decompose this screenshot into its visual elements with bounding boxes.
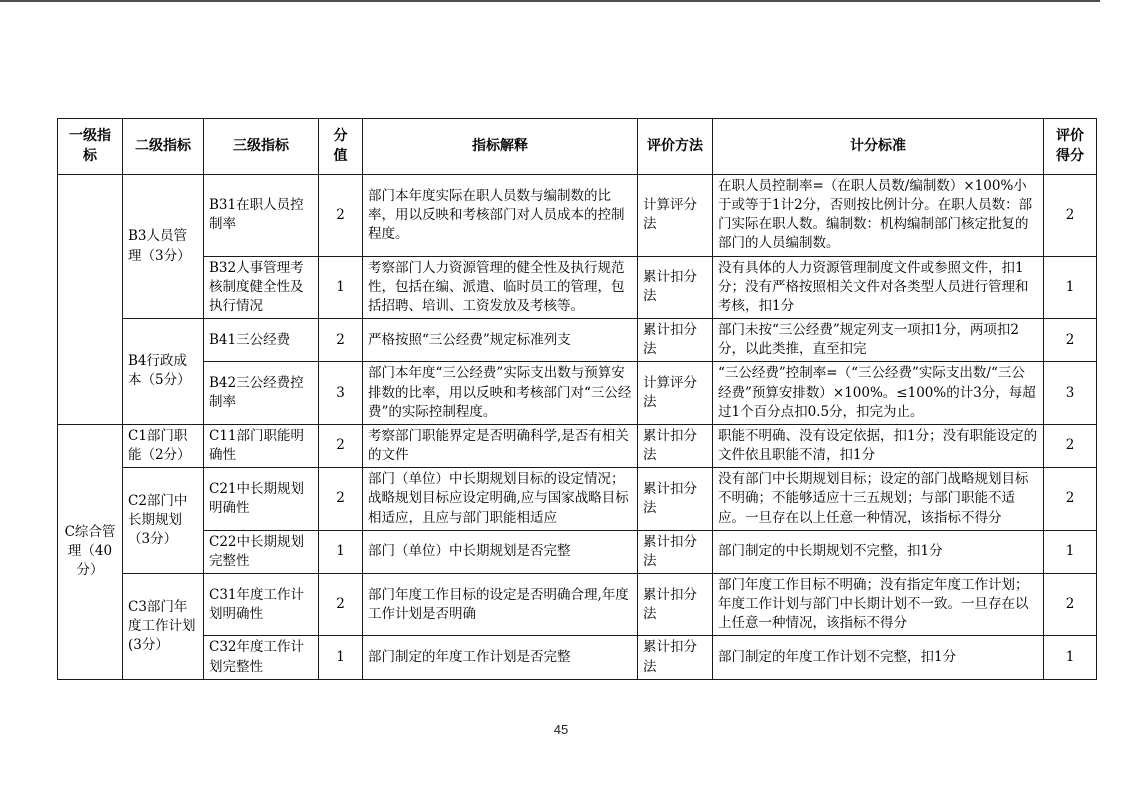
table-row [58, 530, 1097, 573]
cell-score: 1 [319, 530, 363, 573]
cell-result: 2 [1044, 424, 1097, 467]
cell-method: 计算评分法 [638, 175, 713, 257]
cell-standard: 部门年度工作目标不明确；没有指定年度工作计划；年度工作计划与部门中长期计划不一致。一旦存在以上任意一种情况，该指标不得分 [713, 573, 1044, 635]
column-header-standard: 计分标准 [713, 119, 1044, 175]
cell-level2: B4行政成本（5分） [123, 319, 204, 425]
cell-level3: C32年度工作计划完整性 [204, 636, 319, 679]
cell-explanation: 部门（单位）中长期规划目标的设定情况；战略规划目标应设定明确,应与国家战略目标相适应，且应与部门职能相适应 [363, 468, 638, 530]
cell-method: 累计扣分法 [638, 573, 713, 635]
cell-level3: C31年度工作计划明确性 [204, 573, 319, 635]
cell-method: 累计扣分法 [638, 256, 713, 318]
cell-result: 2 [1044, 468, 1097, 530]
table-header-row [58, 119, 1097, 175]
cell-standard: 职能不明确、没有设定依据，扣1分；没有职能设定的文件依且职能不清，扣1分 [713, 424, 1044, 467]
cell-standard: 部门未按“三公经费”规定列支一项扣1分，两项扣2分，以此类推，直至扣完 [713, 319, 1044, 362]
table-header [58, 119, 1097, 175]
table-row [58, 175, 1097, 257]
indicator-table [57, 118, 1097, 680]
cell-explanation: 考察部门职能界定是否明确科学,是否有相关的文件 [363, 424, 638, 467]
table-row [58, 573, 1097, 635]
table-row [58, 636, 1097, 679]
cell-method: 累计扣分法 [638, 636, 713, 679]
cell-standard: 在职人员控制率=（在职人员数/编制数）×100%小于或等于1计2分，否则按比例计分。在职人员数：部门实际在职人数。编制数：机构编制部门核定批复的部门的人员编制数。 [713, 175, 1044, 257]
cell-score: 2 [319, 319, 363, 362]
page-top-edge [0, 0, 1100, 2]
column-header-explanation: 指标解释 [363, 119, 638, 175]
cell-explanation: 部门本年度“三公经费”实际支出数与预算安排数的比率，用以反映和考核部门对“三公经费”的实际控制程度。 [363, 362, 638, 424]
cell-explanation: 考察部门人力资源管理的健全性及执行规范性，包括在编、派遣、临时员工的管理，包括招聘、培训、工资发放及考核等。 [363, 256, 638, 318]
table-row [58, 468, 1097, 530]
cell-method: 累计扣分法 [638, 424, 713, 467]
cell-level3: B32人事管理考核制度健全性及执行情况 [204, 256, 319, 318]
cell-standard: 部门制定的年度工作计划不完整，扣1分 [713, 636, 1044, 679]
cell-standard: 没有具体的人力资源管理制度文件或参照文件，扣1分；没有严格按照相关文件对各类型人员进行管理和考核，扣1分 [713, 256, 1044, 318]
cell-level3: B42三公经费控制率 [204, 362, 319, 424]
cell-level2: C3部门年度工作计划(3分） [123, 573, 204, 679]
cell-explanation: 部门年度工作目标的设定是否明确合理,年度工作计划是否明确 [363, 573, 638, 635]
cell-explanation: 部门本年度实际在职人员数与编制数的比率，用以反映和考核部门对人员成本的控制程度。 [363, 175, 638, 257]
cell-result: 1 [1044, 636, 1097, 679]
cell-result: 1 [1044, 256, 1097, 318]
cell-level3: C22中长期规划完整性 [204, 530, 319, 573]
cell-result: 2 [1044, 573, 1097, 635]
cell-score: 2 [319, 573, 363, 635]
cell-score: 1 [319, 256, 363, 318]
cell-score: 3 [319, 362, 363, 424]
column-header-level1: 一级指标 [58, 119, 123, 175]
table-row [58, 362, 1097, 424]
cell-result: 2 [1044, 175, 1097, 257]
cell-standard: 没有部门中长期规划目标；设定的部门战略规划目标不明确；不能够适应十三五规划；与部门职能不适应。一旦存在以上任意一种情况，该指标不得分 [713, 468, 1044, 530]
column-header-score: 分值 [319, 119, 363, 175]
cell-score: 1 [319, 636, 363, 679]
column-header-level3: 三级指标 [204, 119, 319, 175]
page-number: 45 [553, 722, 569, 737]
cell-level3: C11部门职能明确性 [204, 424, 319, 467]
column-header-level2: 二级指标 [123, 119, 204, 175]
cell-level2: C1部门职能（2分） [123, 424, 204, 467]
cell-explanation: 部门制定的年度工作计划是否完整 [363, 636, 638, 679]
cell-method: 累计扣分法 [638, 468, 713, 530]
column-header-method: 评价方法 [638, 119, 713, 175]
cell-explanation: 部门（单位）中长期规划是否完整 [363, 530, 638, 573]
cell-method: 计算评分法 [638, 362, 713, 424]
table-row [58, 256, 1097, 318]
table-row [58, 319, 1097, 362]
cell-level2: B3人员管理（3分） [123, 175, 204, 319]
cell-method: 累计扣分法 [638, 319, 713, 362]
column-header-result: 评价得分 [1044, 119, 1097, 175]
cell-level3: B41三公经费 [204, 319, 319, 362]
cell-level2: C2部门中长期规划（3分） [123, 468, 204, 574]
cell-level1: C综合管理（40分） [58, 424, 123, 679]
table-row [58, 424, 1097, 467]
cell-standard: “三公经费”控制率=（“三公经费”实际支出数/“三公经费”预算安排数）×100%。≤100%的计3分，每超过1个百分点扣0.5分，扣完为止。 [713, 362, 1044, 424]
cell-level3: B31在职人员控制率 [204, 175, 319, 257]
cell-score: 2 [319, 424, 363, 467]
cell-score: 2 [319, 175, 363, 257]
cell-score: 2 [319, 468, 363, 530]
table-body [58, 175, 1097, 680]
cell-result: 3 [1044, 362, 1097, 424]
cell-level3: C21中长期规划明确性 [204, 468, 319, 530]
cell-explanation: 严格按照“三公经费”规定标准列支 [363, 319, 638, 362]
cell-method: 累计扣分法 [638, 530, 713, 573]
cell-result: 2 [1044, 319, 1097, 362]
cell-standard: 部门制定的中长期规划不完整，扣1分 [713, 530, 1044, 573]
cell-result: 1 [1044, 530, 1097, 573]
cell-level1 [58, 175, 123, 425]
